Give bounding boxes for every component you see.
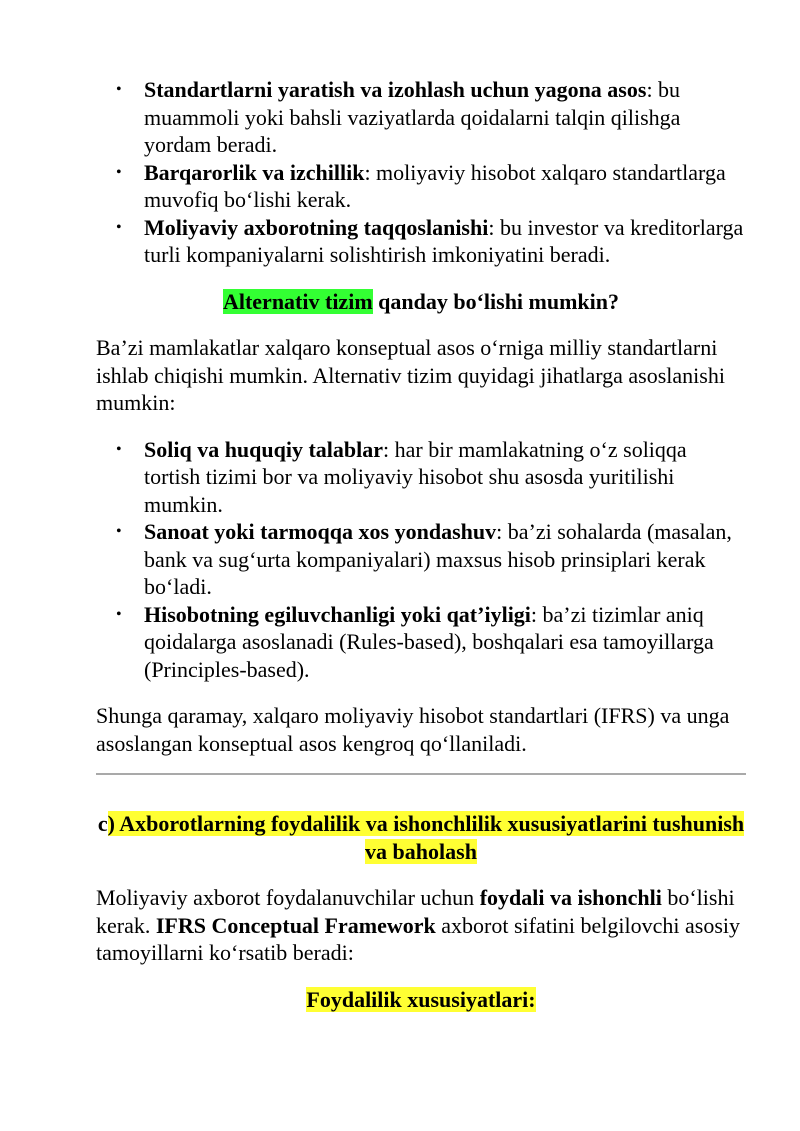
bullet-icon: • (116, 605, 122, 623)
section-heading-alternative (96, 288, 746, 316)
list-item-term: Moliyaviy axborotning taqqoslanishi (144, 214, 489, 240)
heading-text: qanday bo‘lishi mumkin? (372, 288, 620, 314)
list-item-text: : har bir mamlakatning o‘z soliqqa tortish tizimi bor va moliyaviy hisobot shu asosda yuritilishi mumkin. (144, 436, 687, 517)
paragraph (96, 884, 746, 967)
horizontal-divider (96, 773, 746, 775)
list-item (96, 601, 746, 684)
list-item-text: : ba’zi sohalarda (masalan, bank va sug‘urta kompaniyalari) maxsus hisob prinsiplari kerak bo‘ladi. (144, 519, 732, 599)
bold-text: foydali va ishonchli (479, 885, 662, 910)
bold-text: IFRS Conceptual Framework (155, 912, 436, 938)
bullet-icon: • (116, 163, 122, 181)
bullet-icon: • (116, 81, 122, 98)
list-item-text: : moliyaviy hisobot xalqaro standartlarga muvofiq bo‘lishi kerak. (144, 159, 726, 212)
paragraph: Shunga qaramay, xalqaro moliyaviy hisobot standartlari (IFRS) va unga asoslangan konseptual asos kengroq qo‘llaniladi. (96, 703, 730, 756)
section-heading-c (96, 810, 746, 865)
text-run: axborot sifatini belgilovchi asosiy tamoyillarni ko‘rsatib beradi: (96, 912, 741, 965)
bullet-icon: • (116, 440, 122, 458)
bullet-list-alternatives (96, 436, 746, 684)
list-item (96, 518, 746, 601)
highlighted-text: ) Axborotlarning foydalilik va ishonchlilik xususiyatlarini tushunish va baholash (107, 811, 745, 864)
list-item-text: : bu muammoli yoki bahsli vaziyatlarda qoidalarni talqin qilishga yordam beradi. (144, 77, 681, 157)
list-item-term: Hisobotning egiluvchanligi yoki qat’iyligi (144, 601, 531, 627)
paragraph: Ba’zi mamlakatlar xalqaro konseptual asos o‘rniga milliy standartlarni ishlab chiqishi mumkin. Alternativ tizim quyidagi jihatlarga asoslanishi mumkin: (96, 335, 725, 415)
bullet-icon: • (116, 218, 122, 236)
bullet-icon: • (116, 523, 122, 540)
heading-prefix: c (97, 811, 108, 836)
list-item (96, 76, 746, 159)
list-item (96, 214, 746, 269)
list-item-text: : ba’zi tizimlar aniq qoidalarga asoslanadi (Rules-based), boshqalari esa tamoyillarga (Principles-based). (144, 601, 714, 682)
document-page (96, 76, 746, 1013)
list-item-term: Barqarorlik va izchillik (144, 159, 365, 185)
text-run: Moliyaviy axborot foydalanuvchilar uchun (96, 885, 480, 910)
list-item-term: Sanoat yoki tarmoqqa xos yondashuv (144, 519, 497, 544)
list-item-term: Soliq va huquqiy talablar (144, 436, 384, 462)
list-item (96, 436, 746, 519)
text-run: bo‘lishi kerak. (96, 885, 735, 938)
highlighted-text: Foydalilik xususiyatlari: (306, 986, 536, 1012)
section-heading-usefulness (96, 986, 746, 1014)
list-item-term: Standartlarni yaratish va izohlash uchun yagona asos (144, 77, 647, 102)
list-item (96, 159, 746, 214)
bullet-list-principles (96, 76, 746, 269)
highlighted-text: Alternativ tizim (222, 288, 373, 314)
list-item-text: : bu investor va kreditorlarga turli kompaniyalarni solishtirish imkoniyatini beradi. (144, 214, 744, 267)
